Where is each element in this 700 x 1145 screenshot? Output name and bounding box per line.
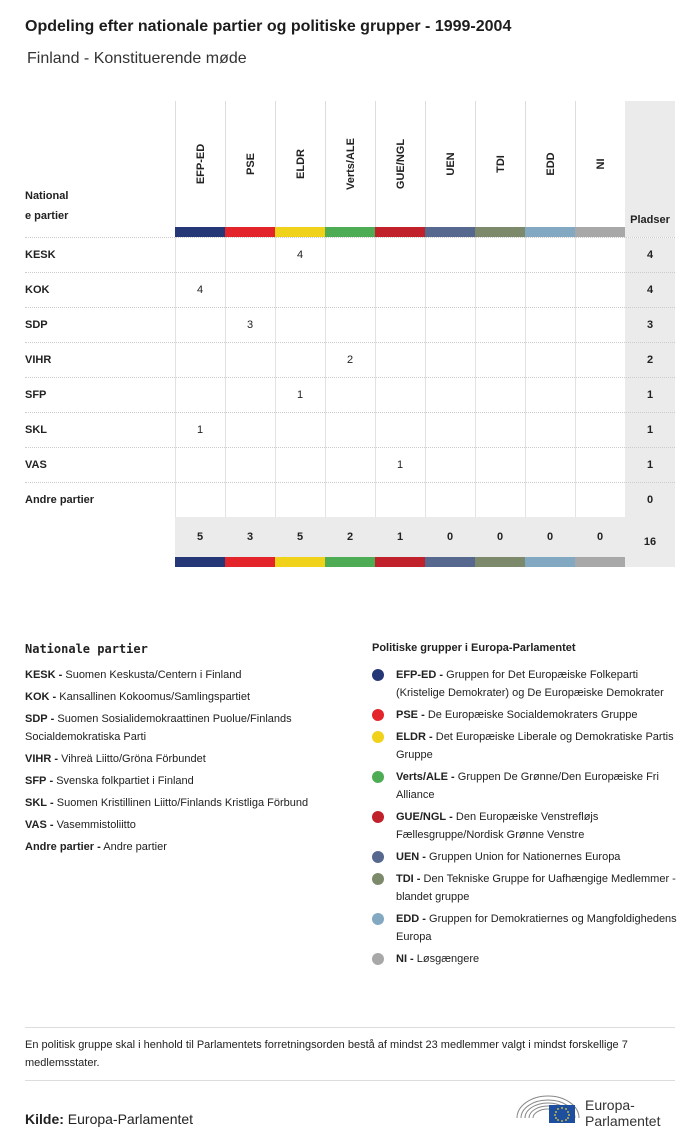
national-legend-item: VIHR - Vihreä Liitto/Gröna Förbundet [25,753,206,765]
column-header [525,101,575,227]
table-row [25,482,675,517]
divider [25,1027,675,1028]
group-code: TDI [396,873,414,885]
pladser-header [625,101,675,237]
party-code: SKL [25,797,47,809]
group-color-swatch [525,557,575,567]
national-parties-legend [25,642,335,860]
party-full-name: Vasemmistoliitto [56,819,136,831]
table-row [25,412,675,447]
party-full-name: Suomen Sosialidemokraattinen Puolue/Finlands Socialdemokratiska Parti [25,713,292,743]
group-color-swatch [375,557,425,567]
seat-value: 1 [396,459,404,471]
column-header [275,101,325,227]
national-legend-item: VAS - Vasemmistoliitto [25,819,136,831]
group-color-swatch [175,227,225,237]
logo-line1: Europa- [585,1097,635,1113]
group-total: 5 [196,531,204,543]
group-legend-item: UEN - Gruppen Union for Nationernes Europa [372,848,677,866]
group-code: ELDR [396,731,426,743]
group-legend-heading: Politiske grupper i Europa-Parlamentet [372,642,576,654]
row-total: 4 [625,238,675,273]
group-legend-item: NI - Løsgængere [372,950,677,968]
column-header-label: UEN [444,152,457,176]
group-code: EFP-ED [396,669,437,681]
pladser-label: Pladser [630,214,670,226]
column-header [225,101,275,227]
group-color-dot [372,913,384,925]
party-name: KESK [25,249,56,261]
table-row [25,307,675,342]
group-color-swatch [225,557,275,567]
national-legend-heading: Nationale partier [25,642,148,656]
group-color-swatch [425,227,475,237]
group-full-name: Gruppen De Grønne/Den Europæiske Fri Alliance [396,771,659,801]
group-color-swatch [375,227,425,237]
group-color-swatch [575,227,625,237]
party-full-name: Suomen Kristillinen Liitto/Finlands Kristliga Förbund [56,797,309,809]
column-header-label: GUE/NGL [394,138,407,190]
party-full-name: Vihreä Liitto/Gröna Förbundet [61,753,206,765]
totals-row [175,517,625,557]
group-total: 5 [296,531,304,543]
group-color-dot [372,851,384,863]
table-row [25,447,675,482]
party-full-name: Svenska folkpartiet i Finland [56,775,194,787]
column-header-label: TDI [494,155,507,173]
party-name: KOK [25,284,50,296]
group-color-swatch [325,557,375,567]
group-legend-item: PSE - De Europæiske Socialdemokraters Gruppe [372,706,677,724]
group-color-dot [372,953,384,965]
seat-value: 1 [196,424,204,436]
party-full-name: Andre partier [103,841,167,853]
group-color-swatch [325,227,375,237]
row-total: 1 [625,413,675,448]
page-title: Opdeling efter nationale partier og politiske grupper - 1999-2004 [25,18,512,35]
group-color-dot [372,709,384,721]
group-color-dot [372,771,384,783]
header-label-line2: e partier [25,210,69,222]
national-parties-header [25,186,165,226]
group-total: 0 [446,531,454,543]
grand-total: 16 [625,517,675,567]
party-code: VAS [25,819,47,831]
group-total: 2 [346,531,354,543]
logo-text [585,1097,660,1129]
party-code: KOK [25,691,50,703]
header-label-line1: National [25,190,69,202]
table-row [25,377,675,412]
party-code: KESK [25,669,56,681]
group-legend-item: Verts/ALE - Gruppen De Grønne/Den Europæiske Fri Alliance [372,768,677,804]
group-code: NI [396,953,407,965]
group-full-name: Gruppen for Demokratiernes og Mangfoldighedens Europa [396,913,677,943]
party-full-name: Suomen Keskusta/Centern i Finland [65,669,242,681]
table-row [25,272,675,307]
table-row [25,237,675,272]
group-code: Verts/ALE [396,771,448,783]
seat-value: 4 [196,284,204,296]
divider [25,1080,675,1081]
row-total: 4 [625,273,675,308]
group-code: GUE/NGL [396,811,447,823]
group-total: 0 [546,531,554,543]
seat-value: 1 [296,389,304,401]
group-color-dot [372,811,384,823]
national-legend-item: KESK - Suomen Keskusta/Centern i Finland [25,669,242,681]
party-name: VIHR [25,354,52,366]
group-color-dot [372,731,384,743]
group-code: UEN [396,851,420,863]
group-legend-item: ELDR - Det Europæiske Liberale og Demokratiske Partis Gruppe [372,728,677,764]
party-name: Andre partier [25,494,95,506]
group-color-swatch [275,227,325,237]
seat-value: 2 [346,354,354,366]
row-total: 3 [625,308,675,343]
group-legend-item: EFP-ED - Gruppen for Det Europæiske Folkeparti (Kristelige Demokrater) og De Europæiske Demokrater [372,666,677,702]
party-name: SFP [25,389,47,401]
group-code: PSE [396,709,419,721]
group-color-swatch [525,227,575,237]
footnote: En politisk gruppe skal i henhold til Parlamentets forretningsorden bestå af mindst 23 medlemmer valgt i mindst forskellige 7 medlemsstater. [25,1039,628,1069]
column-header-label: PSE [244,152,257,176]
group-legend-item: GUE/NGL - Den Europæiske Venstrefløjs Fællesgruppe/Nordisk Grønne Venstre [372,808,677,844]
party-code: Andre partier [25,841,95,853]
column-header-label: EFP-ED [194,143,207,185]
logo-line2: Parlamentet [585,1113,661,1129]
party-name: SKL [25,424,47,436]
group-total: 0 [496,531,504,543]
column-header [575,101,625,227]
table-row [25,342,675,377]
column-header [325,101,375,227]
group-legend-item: EDD - Gruppen for Demokratiernes og Mangfoldighedens Europa [372,910,677,946]
national-legend-item: SFP - Svenska folkpartiet i Finland [25,775,194,787]
national-legend-item: SKL - Suomen Kristillinen Liitto/Finlands Kristliga Förbund [25,797,309,809]
party-name: VAS [25,459,47,471]
group-total: 0 [596,531,604,543]
seat-value: 4 [296,249,304,261]
group-color-swatch [275,557,325,567]
source [25,1111,193,1127]
column-header [175,101,225,227]
party-code: VIHR [25,753,52,765]
group-color-swatch [475,227,525,237]
group-full-name: Løsgængere [416,953,480,965]
seat-value: 3 [246,319,254,331]
column-header [375,101,425,227]
group-full-name: Gruppen for Det Europæiske Folkeparti (Kristelige Demokrater) og De Europæiske Demokrater [396,669,664,699]
group-code: EDD [396,913,420,925]
column-header [425,101,475,227]
europarl-logo [515,1088,680,1132]
group-full-name: Det Europæiske Liberale og Demokratiske Partis Gruppe [396,731,674,761]
group-color-swatch [575,557,625,567]
national-legend-item: Andre partier - Andre partier [25,841,167,853]
group-color-swatch [475,557,525,567]
group-color-swatch [175,557,225,567]
column-header-label: Verts/ALE [344,138,357,190]
group-total: 3 [246,531,254,543]
group-color-swatch [225,227,275,237]
page-subtitle: Finland - Konstituerende møde [27,50,247,67]
source-value: Europa-Parlamentet [67,1111,194,1127]
group-color-swatch [425,557,475,567]
national-legend-item: SDP - Suomen Sosialidemokraattinen Puolue/Finlands Socialdemokratiska Parti [25,713,292,743]
party-name: SDP [25,319,48,331]
group-legend-item: TDI - Den Tekniske Gruppe for Uafhængige Medlemmer - blandet gruppe [372,870,677,906]
national-legend-item: KOK - Kansallinen Kokoomus/Samlingspartiet [25,691,251,703]
column-header-label: ELDR [294,149,307,179]
source-label: Kilde: [25,1111,64,1127]
group-total: 1 [396,531,404,543]
row-total: 1 [625,448,675,483]
group-full-name: Gruppen Union for Nationernes Europa [429,851,621,863]
political-groups-legend [372,642,677,972]
column-header-label: EDD [544,152,557,176]
group-full-name: Den Tekniske Gruppe for Uafhængige Medlemmer - blandet gruppe [396,873,676,903]
row-total: 1 [625,378,675,413]
column-header-label: NI [594,158,607,170]
group-color-dot [372,669,384,681]
parliament-hemicycle-icon [515,1088,581,1132]
party-code: SFP [25,775,47,787]
column-header [475,101,525,227]
group-full-name: Den Europæiske Venstrefløjs Fællesgruppe/Nordisk Grønne Venstre [396,811,599,841]
party-full-name: Kansallinen Kokoomus/Samlingspartiet [59,691,251,703]
party-code: SDP [25,713,48,725]
group-full-name: De Europæiske Socialdemokraters Gruppe [427,709,638,721]
row-total: 0 [625,483,675,518]
group-color-dot [372,873,384,885]
row-total: 2 [625,343,675,378]
